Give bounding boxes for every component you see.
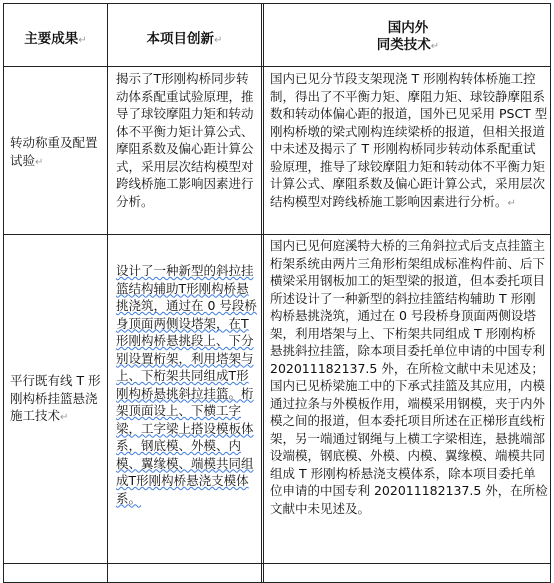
header-main-results: 主要成果↵ (24, 31, 87, 47)
row-divider (4, 66, 550, 67)
row-divider (4, 234, 550, 235)
row1-innovation: 揭示了T形刚构桥同步转动体系配重试验原理，推导了球铰摩阻力矩和转动体不平衡力矩计算公式、摩阻系数及偏心距计算公式，采用层次结构模型对跨线桥施工影响因素进行分析。 (116, 71, 254, 209)
row2-domestic: 国内已见何庭溪特大桥的三角斜拉式后支点挂篮主桁架系统由两片三角形桁架组成标准构件前、后下横梁采用钢板加工的矩型梁的报道，但本委托项目所述设计了一种新型的斜拉挂篮结构辅助 T 形刚构桥悬挑浇筑，通过在 0 号段桥身顶面两侧设塔架，利用塔架与上、下桁架共同组成 T 形刚构桥悬挑斜拉挂篮，除本项目委托单位申请的中国专利202011182137.5 外，在所检文献中未见述及；国内已见桥梁施工中的下承式挂篮及其应用，内模通过拉条与外模板作用，端模采用钢模，夹于内外模之间的报道，但本委托项目所述在正梯形直线桁架，另一端通过钢绳与上横工字梁相连，悬挑端部设端模，钢底模、外模、内模、翼缘模、端模共同组成 T 形刚构桥悬浇支模体系，除本项目委托单位申请的中国专利 202011182137.5 外，在所检文献中未见述及。 (270, 238, 548, 516)
header-domestic-foreign: 国内外 同类技术↵ (376, 20, 440, 53)
column-divider (261, 4, 264, 582)
row1-domestic: 国内已见分节段支架现浇 T 形刚构转体桥施工控制，得出了不平衡力矩、摩阻力矩、球铰静摩阻系数和转动体偏心距的报道，国外已见采用 PSCT 型刚构桥墩的梁式刚构连续梁桥的报道，但相关报道中未述及揭示了 T 形刚构桥同步转动体系配重试验原理，推导了球铰摩阻力矩和转动体不平衡力矩计算公式、摩阻系数及偏心距计算公式，采用层次结构模型对跨线桥施工影响因素进行分析。↵ (270, 71, 548, 209)
header-innovation: 本项目创新↵ (146, 31, 223, 47)
row2-title: 平行既有线 T 形刚构桥挂篮悬浇施工技术↵ (10, 373, 101, 423)
column-divider (107, 4, 108, 582)
row-divider (4, 563, 550, 564)
row1-title: 转动称重及配置试验↵ (10, 135, 98, 168)
row2-innovation: 设计了一种新型的斜拉挂篮结构辅助T形刚构桥悬挑浇筑，通过在 0 号段桥身顶面两侧设塔架，在T形刚构桥悬挑段上、下分别设置桁架，利用塔架与上、下桁架共同组成T形刚构桥悬挑斜拉挂篮。桁架顶面设上、下横工字梁，工字梁上搭设模板体系，钢底模、外模、内模、翼缘模、端模共同组成T形刚构桥悬浇支模体系。 (116, 263, 257, 506)
results-table (3, 3, 551, 583)
